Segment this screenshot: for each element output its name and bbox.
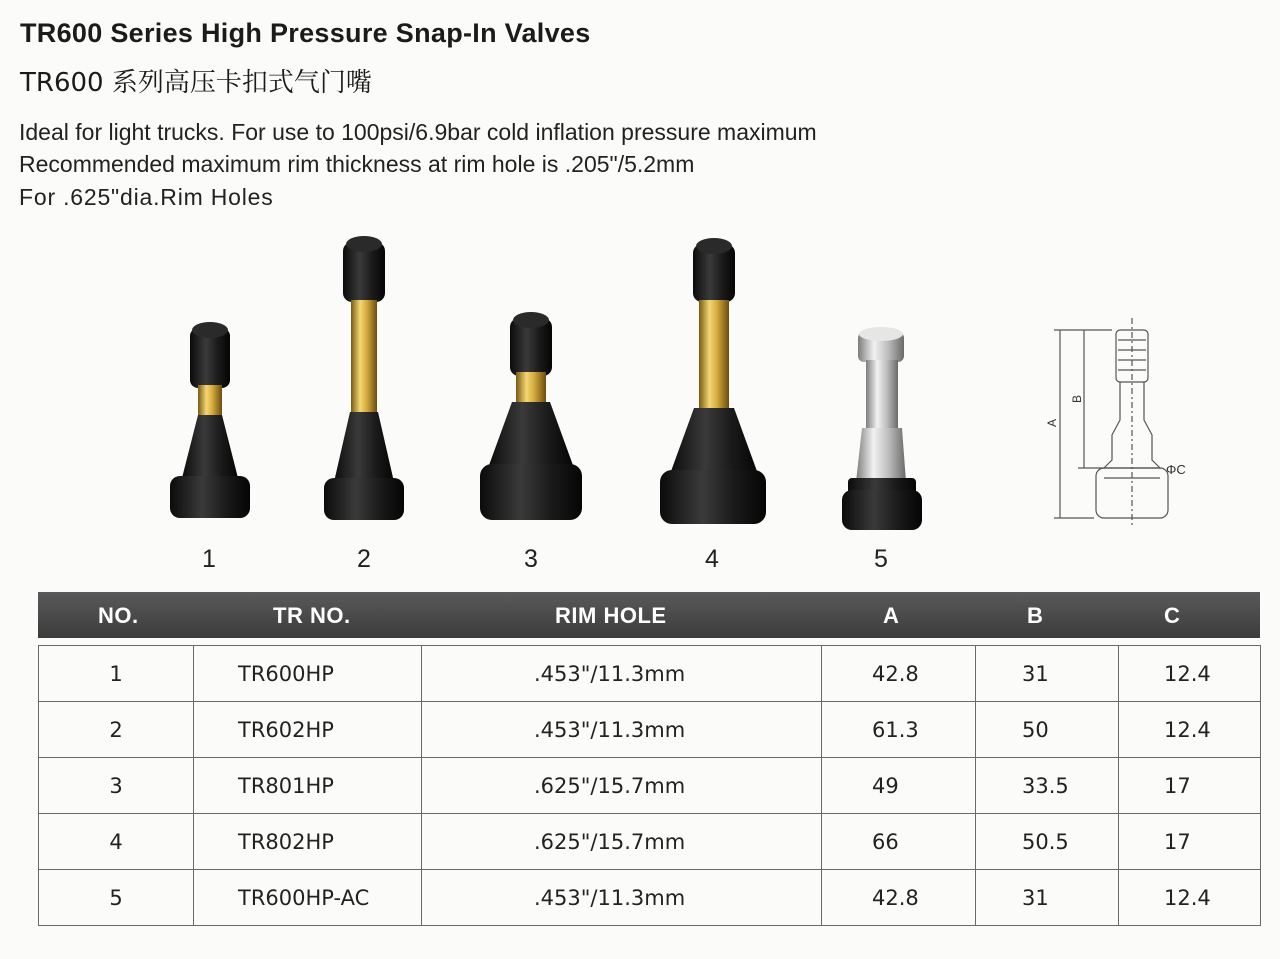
- cell-tr-no: TR602HP: [194, 702, 422, 758]
- valve-1-image: [170, 322, 250, 518]
- diagram-label-a: A: [1045, 418, 1060, 428]
- cell-a: 42.8: [822, 870, 976, 926]
- cell-rim-hole: .453"/11.3mm: [422, 870, 822, 926]
- cell-c: 12.4: [1119, 870, 1261, 926]
- cell-a: 42.8: [822, 646, 976, 702]
- valve-label-1: 1: [202, 545, 216, 573]
- cell-b: 50: [976, 702, 1119, 758]
- cell-tr-no: TR600HP: [194, 646, 422, 702]
- dimension-diagram: [1054, 318, 1168, 525]
- spec-table: [38, 645, 1261, 926]
- cell-tr-no: TR801HP: [194, 758, 422, 814]
- diagram-label-b: B: [1070, 394, 1085, 404]
- cell-rim-hole: .453"/11.3mm: [422, 646, 822, 702]
- table-row: [39, 702, 1261, 758]
- cell-tr-no: TR802HP: [194, 814, 422, 870]
- valve-label-2: 2: [357, 545, 371, 573]
- cell-no: 3: [39, 758, 194, 814]
- header-b: B: [1027, 603, 1044, 628]
- valve-label-3: 3: [524, 545, 538, 573]
- cell-a: 49: [822, 758, 976, 814]
- valve-illustrations: [0, 220, 1280, 540]
- header-tr-no: TR NO.: [273, 603, 351, 628]
- cell-b: 50.5: [976, 814, 1119, 870]
- valve-2-image: [324, 236, 404, 520]
- description-line-1: Ideal for light trucks. For use to 100psi/6.9bar cold inflation pressure maximum: [19, 119, 817, 145]
- table-header: [38, 592, 1260, 638]
- cell-tr-no: TR600HP-AC: [194, 870, 422, 926]
- cell-rim-hole: .625"/15.7mm: [422, 758, 822, 814]
- header-c: C: [1164, 603, 1181, 628]
- valve-3-image: [480, 312, 582, 520]
- cell-c: 12.4: [1119, 702, 1261, 758]
- table-row: [39, 870, 1261, 926]
- valve-label-5: 5: [874, 545, 888, 573]
- cell-c: 17: [1119, 814, 1261, 870]
- cell-b: 33.5: [976, 758, 1119, 814]
- cell-c: 17: [1119, 758, 1261, 814]
- page-title: TR600 Series High Pressure Snap-In Valves: [20, 18, 591, 48]
- description-line-2: Recommended maximum rim thickness at rim hole is .205"/5.2mm: [19, 151, 695, 177]
- table-row: [39, 646, 1261, 702]
- cell-a: 66: [822, 814, 976, 870]
- cell-rim-hole: .453"/11.3mm: [422, 702, 822, 758]
- header-a: A: [883, 603, 900, 628]
- table-row: [39, 758, 1261, 814]
- header-rim-hole: RIM HOLE: [555, 603, 667, 628]
- cell-no: 2: [39, 702, 194, 758]
- description-line-3: For .625"dia.Rim Holes: [19, 184, 274, 210]
- valve-5-image: [842, 327, 922, 530]
- cell-b: 31: [976, 870, 1119, 926]
- table-row: [39, 814, 1261, 870]
- valve-label-4: 4: [705, 545, 719, 573]
- cell-c: 12.4: [1119, 646, 1261, 702]
- header-no: NO.: [98, 603, 139, 628]
- cell-no: 1: [39, 646, 194, 702]
- valve-4-image: [660, 238, 766, 524]
- cell-no: 5: [39, 870, 194, 926]
- cell-b: 31: [976, 646, 1119, 702]
- cell-no: 4: [39, 814, 194, 870]
- cell-rim-hole: .625"/15.7mm: [422, 814, 822, 870]
- diagram-label-c: ΦC: [1166, 462, 1186, 477]
- page-title-chinese: TR600 系列高压卡扣式气门嘴: [20, 68, 372, 98]
- cell-a: 61.3: [822, 702, 976, 758]
